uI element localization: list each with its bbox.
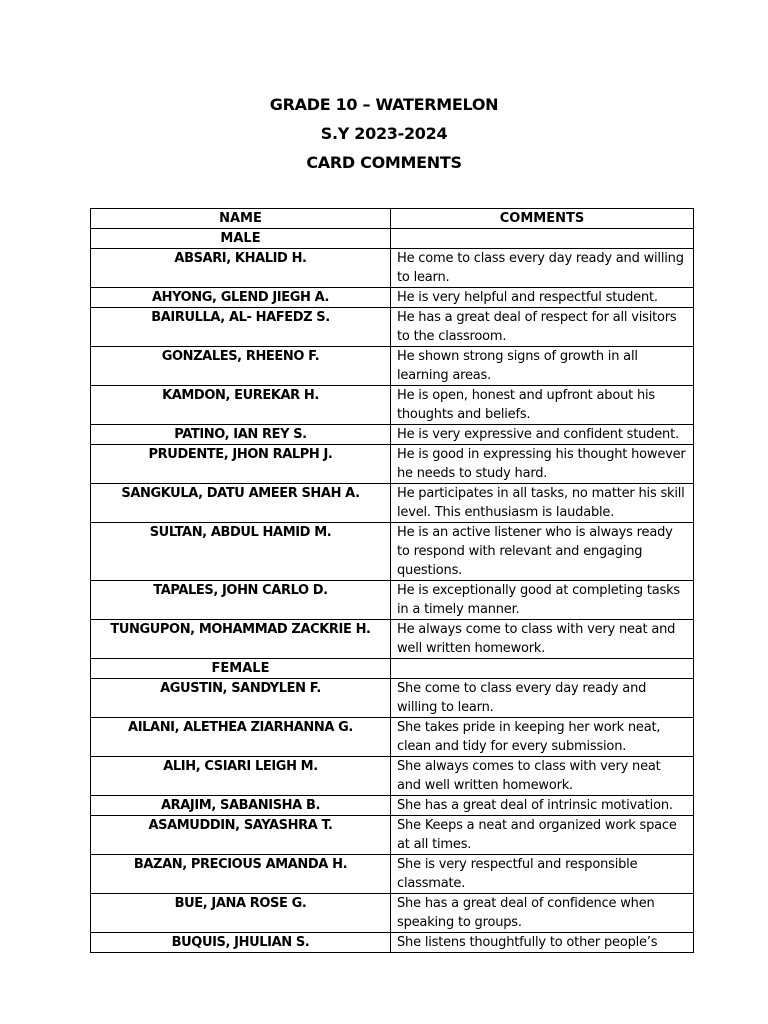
student-name: ABSARI, KHALID H. — [91, 249, 391, 288]
student-name: GONZALES, RHEENO F. — [91, 347, 391, 386]
student-comment: She come to class every day ready and willing to learn. — [391, 679, 694, 718]
table-row — [91, 484, 694, 523]
student-comment: He is very expressive and confident student. — [391, 425, 694, 445]
student-name: TUNGUPON, MOHAMMAD ZACKRIE H. — [91, 620, 391, 659]
table-row — [91, 308, 694, 347]
male-group-row — [91, 229, 694, 249]
table-row — [91, 288, 694, 308]
card-comments-table — [90, 208, 694, 953]
empty-cell — [391, 659, 694, 679]
student-comment: She always comes to class with very neat and well written homework. — [391, 757, 694, 796]
student-comment: He is open, honest and upfront about his thoughts and beliefs. — [391, 386, 694, 425]
student-name: PRUDENTE, JHON RALPH J. — [91, 445, 391, 484]
student-comment: She takes pride in keeping her work neat, clean and tidy for every submission. — [391, 718, 694, 757]
student-comment: He is an active listener who is always ready to respond with relevant and engaging questions. — [391, 523, 694, 581]
student-comment: He is exceptionally good at completing tasks in a timely manner. — [391, 581, 694, 620]
student-name: AGUSTIN, SANDYLEN F. — [91, 679, 391, 718]
student-comment: She listens thoughtfully to other people’s — [391, 933, 694, 953]
student-name: BAIRULLA, AL- HAFEDZ S. — [91, 308, 391, 347]
table-row — [91, 425, 694, 445]
student-name: KAMDON, EUREKAR H. — [91, 386, 391, 425]
table-row — [91, 581, 694, 620]
name-column-header: NAME — [91, 209, 391, 229]
student-name: ASAMUDDIN, SAYASHRA T. — [91, 816, 391, 855]
student-comment: He is very helpful and respectful student. — [391, 288, 694, 308]
table-row — [91, 796, 694, 816]
group-label: MALE — [91, 229, 391, 249]
group-label: FEMALE — [91, 659, 391, 679]
table-row — [91, 757, 694, 796]
comments-column-header: COMMENTS — [391, 209, 694, 229]
student-comment: He participates in all tasks, no matter his skill level. This enthusiasm is laudable. — [391, 484, 694, 523]
student-name: BAZAN, PRECIOUS AMANDA H. — [91, 855, 391, 894]
student-name: BUQUIS, JHULIAN S. — [91, 933, 391, 953]
student-comment: She Keeps a neat and organized work space at all times. — [391, 816, 694, 855]
table-header-row — [91, 209, 694, 229]
document-title-grade: GRADE 10 – WATERMELON — [269, 95, 499, 114]
table-row — [91, 445, 694, 484]
table-row — [91, 894, 694, 933]
student-comment: She has a great deal of confidence when speaking to groups. — [391, 894, 694, 933]
document-title-school-year: S.Y 2023-2024 — [320, 124, 448, 143]
table-row — [91, 718, 694, 757]
student-name: SANGKULA, DATU AMEER SHAH A. — [91, 484, 391, 523]
empty-cell — [391, 229, 694, 249]
table-row — [91, 933, 694, 953]
student-name: AILANI, ALETHEA ZIARHANNA G. — [91, 718, 391, 757]
student-comment: She is very respectful and responsible classmate. — [391, 855, 694, 894]
student-name: TAPALES, JOHN CARLO D. — [91, 581, 391, 620]
student-comment: He always come to class with very neat and well written homework. — [391, 620, 694, 659]
table-row — [91, 347, 694, 386]
table-row — [91, 620, 694, 659]
table-row — [91, 855, 694, 894]
student-name: SULTAN, ABDUL HAMID M. — [91, 523, 391, 581]
student-comment: He come to class every day ready and willing to learn. — [391, 249, 694, 288]
student-name: AHYONG, GLEND JIEGH A. — [91, 288, 391, 308]
female-group-row — [91, 659, 694, 679]
table-row — [91, 249, 694, 288]
table-row — [91, 816, 694, 855]
table-row — [91, 523, 694, 581]
student-name: ALIH, CSIARI LEIGH M. — [91, 757, 391, 796]
student-name: BUE, JANA ROSE G. — [91, 894, 391, 933]
table-row — [91, 386, 694, 425]
student-name: ARAJIM, SABANISHA B. — [91, 796, 391, 816]
student-comment: He shown strong signs of growth in all learning areas. — [391, 347, 694, 386]
table-row — [91, 679, 694, 718]
student-comment: He is good in expressing his thought however he needs to study hard. — [391, 445, 694, 484]
student-comment: He has a great deal of respect for all visitors to the classroom. — [391, 308, 694, 347]
student-comment: She has a great deal of intrinsic motivation. — [391, 796, 694, 816]
student-name: PATINO, IAN REY S. — [91, 425, 391, 445]
table-body — [91, 229, 694, 953]
document-title-card-comments: CARD COMMENTS — [306, 153, 462, 172]
